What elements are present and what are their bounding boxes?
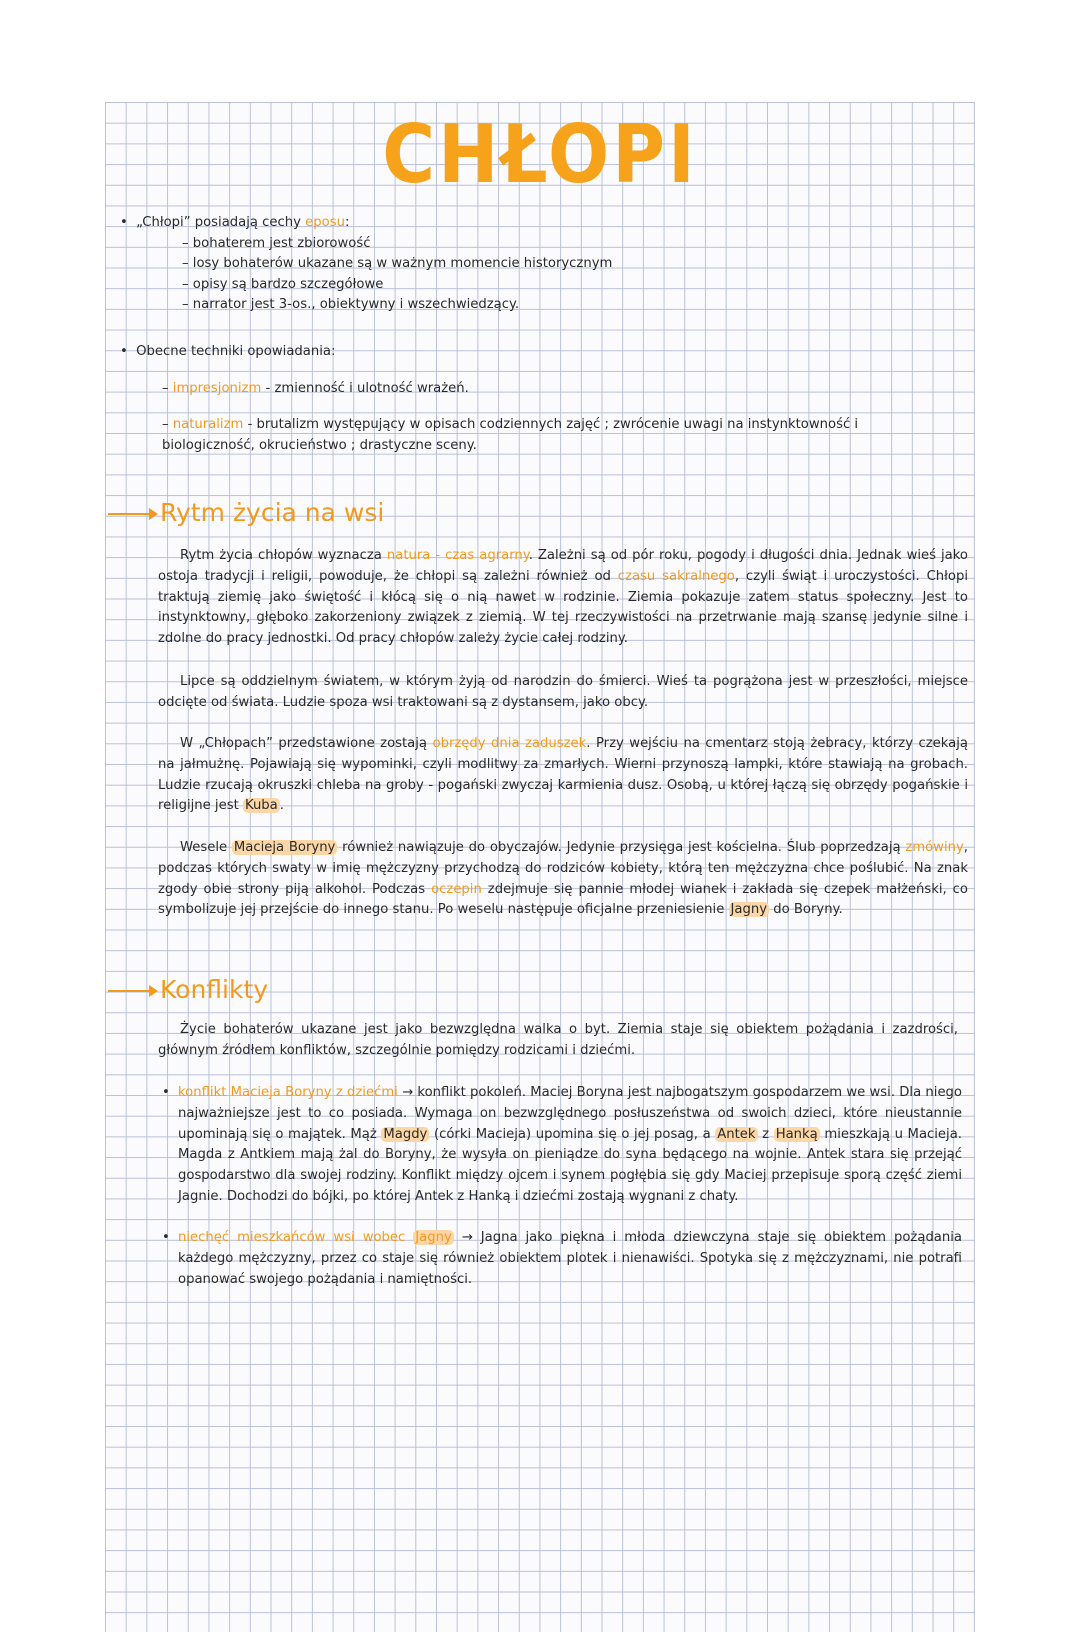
epic-highlight: eposu — [305, 215, 345, 230]
list-item: – losy bohaterów ukazane są w ważnym momencie historycznym — [182, 254, 940, 275]
paragraph-lipce: Lipce są oddzielnym światem, w którym żyją od narodzin do śmierci. Wieś ta pogrążona jest w przeszłości, miejsce odcięte od świata. Ludzie spoza wsi traktowani są z dystansem, jako obcy. — [158, 674, 968, 710]
section-heading-konflikty: Konflikty — [108, 975, 268, 1004]
technique-impressionism: – impresjonizm - zmienność i ulotność wrażeń. — [162, 380, 469, 396]
techniques-block — [120, 342, 950, 456]
paragraph-rytm: Rytm życia chłopów wyznacza natura - czas agrarny. Zależni są od pór roku, pogody i długości dnia. Jednak wieś jako ostoja tradycji i religii, powoduje, że chłopi są zależni również od czasu sakralnego, czyli świąt i uroczystości. Chłopi traktują ziemię jako świętość i kłócą się o nią nawet w rodzinie. Ziemia pokazuje zatem status społeczny. Jest to instynktowny, głęboko zakorzeniony związek z ziemią. W tej rzeczywistości na przetrwanie mają szansę jedynie silne i zdolne do pracy jednostki. Od pracy chłopów zależy życie całej rodziny. — [158, 548, 969, 647]
list-item: – bohaterem jest zbiorowość — [182, 234, 940, 255]
section-heading-rytm: Rytm życia na wsi — [108, 498, 384, 527]
list-item: – opisy są bardzo szczegółowe — [182, 275, 940, 296]
bullet-epic: • „Chłopi” posiadają cechy eposu: — [120, 215, 350, 230]
list-item: – narrator jest 3-os., obiektywny i wszechwiedzący. — [182, 295, 940, 316]
technique-naturalism: – naturalizm - brutalizm występujący w opisach codziennych zajęć ; zwrócenie uwagi na instynktowność i biologiczność, okrucieństwo ; drastyczne sceny. — [162, 417, 859, 453]
conflict-item-boryna: • konflikt Macieja Boryny z dziećmi → konflikt pokoleń. Maciej Boryna jest najbogatszym gospodarzem we wsi. Dla niego najważniejsze jest to co posiada. Wymaga on bezwzględnego posłuszeństwa od swoich dzieci, które nieustannie upominają się o majątek. Mąż Magdy (córki Macieja) upomina się o jej posag, a Antek z Hanką mieszkają u Macieja. Magda z Antkiem mają żal do Boryny, że wysyła on pieniądze do syna będącego na wojnie. Antek stara się przejąć gospodarstwo dla swojej rodziny. Konflikt między ojcem i synem pogłębia się gdy Maciej przepisuje sporą część ziemi Jagnie. Dochodzi do bójki, po której Antek z Hanką i dziećmi zostają wygnani z chaty. — [162, 1085, 962, 1204]
arrow-icon — [108, 513, 156, 515]
page-title: CHŁOPI — [382, 106, 698, 202]
epic-features-block — [120, 213, 940, 316]
arrow-icon — [108, 990, 156, 992]
epic-features-list — [182, 234, 940, 316]
paragraph-wesele: Wesele Macieja Boryny również nawiązuje do obyczajów. Jedynie przysięga jest kościelna. Ślub poprzedzają zmówiny, podczas których swaty w imię mężczyzny przychodzą do rodziców kobiety, którą ten mężczyzna chce poślubić. Na znak zgody obie strony piją alkohol. Podczas oczepin zdejmuje się pannie młodej wianek i zakłada się czepek małżeński, co symbolizuje jej przejście do innego stanu. Po weselu następuje oficjalne przeniesienie Jagny do Boryny. — [158, 840, 968, 918]
paragraph-konflikty-intro: Życie bohaterów ukazane jest jako bezwzględna walka o byt. Ziemia staje się obiektem pożądania i zazdrości, głównym źródłem konfliktów, szczególnie pomiędzy rodzicami i dziećmi. — [158, 1022, 958, 1058]
paragraph-zaduszki: W „Chłopach” przedstawione zostają obrzędy dnia zaduszek. Przy wejściu na cmentarz stoją żebracy, którzy czekają na jałmużnę. Pojawiają się wypominki, czyli modlitwy za zmarłych. Wierni przynoszą lampki, które stawiają na grobach. Ludzie rzucają okruszki chleba na groby - pogański zwyczaj karmienia dusz. Osobą, u której łączą się obrzędy pogańskie i religijne jest Kuba . — [158, 736, 968, 814]
conflict-item-jagna: • niechęć mieszkańców wsi wobec Jagny → Jagna jako piękna i młoda dziewczyna staje się obiektem pożądania każdego mężczyzny, przez co staje się również obiektem plotek i nienawiści. Spotyka się z mężczyznami, nie potrafi opanować swojego pożądania i namiętności. — [162, 1230, 962, 1287]
bullet-techniques: • Obecne techniki opowiadania: — [120, 344, 336, 359]
